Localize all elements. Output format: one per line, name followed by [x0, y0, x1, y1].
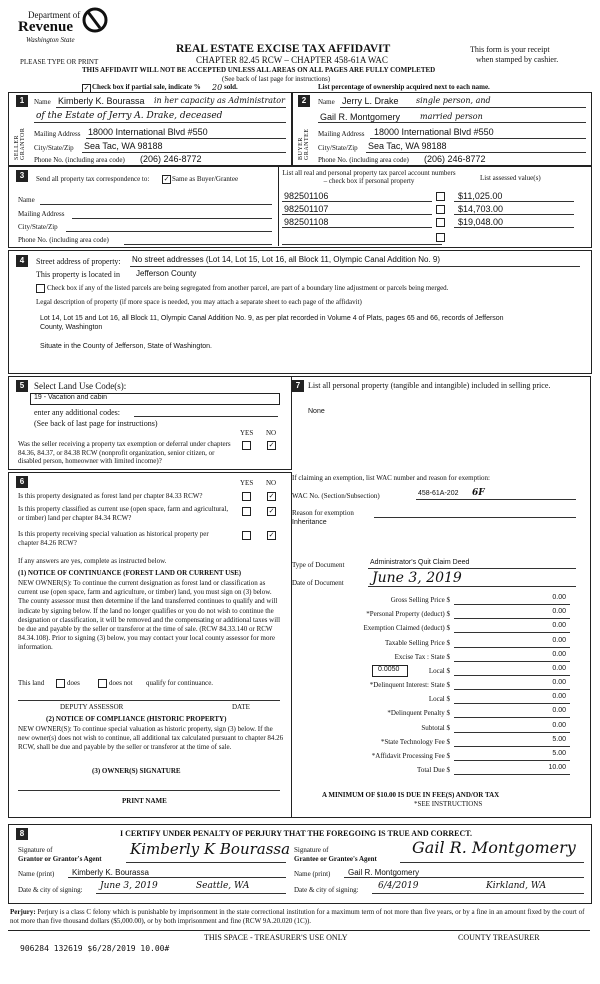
notice1-text: NEW OWNER(S): To continue the current designation as forest land or classification as current use (open space, farm and agriculture, or timber) land, you must sign on (3) below. The county assessor must then determine if the land transferred continues to qualify and will indicate by signing below. If the land no longer qualifies or you do not wish to continue the designation or classification, it will be removed and the compensating or additional taxes will be due and payable by the seller or transferor at the time of sale. (RCW 84.33.140 or RCW 84.34.108). Prior to signing (3) below, you may contact your local county assessor for more information.: [18, 579, 281, 652]
please-type: PLEASE TYPE OR PRINT: [20, 58, 99, 66]
seller-mailing: 18000 International Blvd #550: [88, 127, 208, 137]
grantor-city: Seattle, WA: [196, 881, 250, 891]
fee-label: *Personal Property (deduct) $: [366, 610, 450, 618]
street-label: Street address of property:: [36, 257, 121, 266]
buyer-name-2: Gail R. Montgomery: [320, 112, 401, 122]
doc-type-value: Administrator's Quit Claim Deed: [370, 559, 470, 566]
current-use-no-checkbox[interactable]: ✓: [268, 507, 275, 515]
fee-value: 0.00: [552, 608, 566, 615]
fee-label: *Affidavit Processing Fee $: [371, 752, 450, 760]
sold-label: sold.: [224, 83, 238, 91]
dor-logo: [18, 6, 108, 48]
form-subtitle: CHAPTER 82.45 RCW – CHAPTER 458-61A WAC: [196, 55, 388, 65]
fee-label: Exemption Claimed (deduct) $: [363, 624, 450, 632]
seller-city-label: City/State/Zip: [34, 144, 74, 152]
seller-city: Sea Tac, WA 98188: [84, 141, 163, 151]
buyer-name-label: Name: [318, 98, 335, 106]
s5-no-checkbox[interactable]: ✓: [268, 441, 275, 449]
perjury-notice: [10, 908, 590, 926]
treasurer-stamp: 906284 132619 $6/28/2019 10.00#: [20, 944, 170, 953]
located-label: This property is located in: [36, 270, 120, 279]
notice2-text: NEW OWNER(S): To continue special valuation as historic property, sign (3) below. If the new owner(s) does not wish to continue, all additional tax calculated pursuant to chapter 84.26 RCW, shall be due and payable by the seller or transferor at the time of sale.: [18, 725, 284, 751]
fee-value: 5.00: [552, 736, 566, 743]
partial-sale-label: Check box if partial sale, indicate %: [92, 83, 201, 91]
forest-no-checkbox[interactable]: ✓: [268, 492, 275, 500]
street-address: No street addresses (Lot 14, Lot 15, Lot 16, all Block 11, Olympic Canal Addition No. 9): [132, 255, 441, 264]
section-6-number: 6: [16, 476, 28, 488]
local-rate: 0.0050: [378, 666, 400, 673]
seller-name-label: Name: [34, 98, 51, 106]
s5-yes-checkbox[interactable]: [242, 441, 251, 450]
section-5-number: 5: [16, 380, 28, 392]
fee-label: *Delinquent Penalty $: [387, 709, 450, 717]
segregated-label: Check box if any of the listed parcels are being segregated from another parcel, are part of a boundary line adjustment or parcels being merged.: [47, 284, 449, 292]
doc-type-label: Type of Document: [292, 561, 345, 569]
parcel-assessed-value: $11,025.00: [458, 191, 503, 201]
segregated-checkbox[interactable]: [36, 284, 45, 293]
does-not-checkbox[interactable]: [98, 679, 107, 688]
fee-value: 0.00: [552, 722, 566, 729]
fee-label: Taxable Selling Price $: [384, 639, 450, 647]
parcel-assessed-value: $14,703.00: [458, 204, 504, 214]
current-use-yes-checkbox[interactable]: [242, 507, 251, 516]
grantee-sig-label-1: Signature of: [294, 846, 329, 854]
s5-yes: YES: [240, 429, 254, 437]
buyer-mailing: 18000 International Blvd #550: [374, 127, 494, 137]
if-yes-note: If any answers are yes, complete as instructed below.: [18, 557, 167, 565]
s5-no: NO: [266, 429, 277, 437]
deputy-date: DATE: [232, 703, 250, 711]
dept-line2: Revenue: [18, 19, 73, 35]
grantee-date: 6/4/2019: [378, 881, 419, 891]
parcels-header: List all real and personal property tax parcel account numbers – check box if personal property: [282, 169, 456, 185]
forest-question: Is this property designated as forest land per chapter 84.33 RCW?: [18, 492, 203, 500]
doc-date-label: Date of Document: [292, 579, 344, 587]
fee-label: *Delinquent Interest: State $: [369, 681, 450, 689]
grantee-city: Kirkland, WA: [486, 881, 547, 891]
grantee-signature: Gail R. Montgomery: [412, 838, 576, 857]
parcel-personal-checkbox[interactable]: [436, 205, 445, 214]
current-use-question: Is this property classified as current use (open space, farm and agricultural, or timber) land per chapter 84.34 RCW?: [18, 505, 229, 522]
reason-label: Reason for exemption: [292, 509, 354, 517]
grantor-date-label: Date & city of signing:: [18, 886, 83, 894]
dept-line1: Department of: [28, 10, 81, 20]
buyer-city-label: City/State/Zip: [318, 144, 358, 152]
perjury-text: Perjury is a class C felony which is punishable by imprisonment in the state correctional institution for a maximum term of not more than five years, or by a fine in an amount fixed by the court of not more than five thousand dollars ($5,000.00), or by both imprisonment and fine (RCW 9A.20.020 (1C)).: [10, 908, 585, 925]
seller-name-hand: in her capacity as Administrator: [154, 96, 285, 105]
certify-statement: I CERTIFY UNDER PENALTY OF PERJURY THAT THE FOREGOING IS TRUE AND CORRECT.: [120, 829, 473, 838]
buyer-name-hand: single person, and: [416, 96, 491, 105]
section-2-number: 2: [298, 95, 310, 107]
s6-yes: YES: [240, 479, 254, 487]
land-use-label: Select Land Use Code(s):: [34, 381, 127, 391]
section-7-number: 7: [292, 380, 304, 392]
buyer-name: Jerry L. Drake: [342, 96, 399, 106]
perjury-label: Perjury:: [10, 908, 36, 916]
grantor-sig-label-1: Signature of: [18, 846, 53, 854]
fee-label: Subtotal $: [421, 724, 450, 732]
fee-value: 0.00: [552, 665, 566, 672]
fee-value: 10.00: [548, 764, 566, 771]
s5-see-back: (See back of last page for instructions): [34, 419, 158, 428]
treasurer-space: THIS SPACE - TREASURER'S USE ONLY: [204, 933, 348, 942]
parcel-number: 982501108: [284, 217, 329, 227]
grantor-name: Kimberly K. Bourassa: [72, 868, 149, 877]
fee-value: 0.00: [552, 637, 566, 644]
buyer-name-2-hand: married person: [420, 112, 483, 121]
located-county: Jefferson County: [136, 269, 197, 278]
seller-name-hand2: of the Estate of Jerry A. Drake, deceased: [36, 111, 223, 121]
legal-label: Legal description of property (if more space is needed, you may attach a separate sheet to each page of the affidavit): [36, 298, 362, 306]
s6-no: NO: [266, 479, 277, 487]
partial-sale-checkbox[interactable]: ✓: [83, 84, 90, 92]
s3-city-label: City/State/Zip: [18, 223, 58, 231]
grantee-date-label: Date & city of signing:: [294, 886, 359, 894]
historic-no-checkbox[interactable]: ✓: [268, 531, 275, 539]
additional-codes-label: enter any additional codes:: [34, 408, 120, 417]
seller-phone: (206) 246-8772: [140, 154, 202, 164]
historic-question: Is this property receiving special valuation as historical property per chapter 84.26 RCW?: [18, 530, 209, 547]
this-land-label: This land: [18, 679, 45, 687]
owner-signature-label: (3) OWNER(S) SIGNATURE: [92, 767, 181, 775]
personal-property-label: List all personal property (tangible and intangible) included in selling price.: [308, 381, 551, 390]
legal-description-2: Situate in the County of Jefferson, State of Washington.: [40, 343, 212, 350]
dor-swirl-icon: [82, 6, 108, 34]
parcel-personal-checkbox[interactable]: [436, 192, 445, 201]
section-1-number: 1: [16, 95, 28, 107]
receipt-note-2: when stamped by cashier.: [476, 55, 559, 64]
grantor-signature: Kimberly K Bourassa: [130, 840, 291, 858]
s3-phone-label: Phone No. (including area code): [18, 236, 109, 244]
fee-label: Gross Selling Price $: [390, 596, 450, 604]
fee-value: 0.00: [552, 679, 566, 686]
fee-value: 0.00: [552, 622, 566, 629]
wac-value: 458-61A-202: [418, 490, 459, 497]
parcel-number: 982501106: [284, 191, 329, 201]
seller-phone-label: Phone No. (including area code): [34, 156, 125, 164]
seller-mailing-label: Mailing Address: [34, 130, 81, 138]
exemption-question: Was the seller receiving a property tax exemption or deferral under chapters 84.36, 84.37, or 84.38 RCW (nonprofit organization, senior citizen, or disabled person, homeowner with limited income)?: [18, 440, 231, 465]
warning-banner: THIS AFFIDAVIT WILL NOT BE ACCEPTED UNLESS ALL AREAS ON ALL PAGES ARE FULLY COMPLETED: [82, 66, 436, 74]
grantee-sig-label-2: Grantee or Grantee's Agent: [294, 855, 377, 863]
same-as-buyer-checkbox[interactable]: ✓: [163, 175, 170, 183]
form-title: REAL ESTATE EXCISE TAX AFFIDAVIT: [176, 43, 391, 55]
seller-side-label: SELLER GRANTOR: [14, 127, 26, 160]
assessed-header: List assessed value(s): [480, 174, 541, 182]
minimum-note: A MINIMUM OF $10.00 IS DUE IN FEE(S) AND/OR TAX: [322, 791, 500, 799]
parcel-4-checkbox[interactable]: [436, 233, 445, 242]
receipt-note-1: This form is your receipt: [470, 45, 550, 54]
section-4-number: 4: [16, 255, 28, 267]
dept-line3: Washington State: [26, 36, 75, 44]
section-4: [8, 250, 592, 374]
reason-value: Inheritance: [292, 519, 327, 526]
deputy-assessor: DEPUTY ASSESSOR: [60, 703, 124, 711]
grantee-name-label: Name (print): [294, 870, 331, 878]
historic-yes-checkbox[interactable]: [242, 531, 251, 540]
parcel-personal-checkbox[interactable]: [436, 218, 445, 227]
buyer-mailing-label: Mailing Address: [318, 130, 365, 138]
see-back-header: (See back of last page for instructions): [222, 75, 331, 83]
fee-value: 0.00: [552, 707, 566, 714]
send-correspondence-label: Send all property tax correspondence to:: [36, 175, 150, 183]
wac-claim-label: If claiming an exemption, list WAC number and reason for exemption:: [292, 474, 490, 482]
does-not-label: does not: [109, 679, 133, 687]
buyer-side-label: BUYER GRANTEE: [298, 128, 310, 160]
does-checkbox[interactable]: [56, 679, 65, 688]
partial-sale-pct: 20: [212, 83, 223, 92]
legal-description-1: Lot 14, Lot 15 and Lot 16, all Block 11, Olympic Canal Addition No. 9, as per plat recorded in Volume 4 of Plats, pages 65 and 66, records of Jefferson County, Washington: [40, 315, 504, 331]
fee-label: Total Due $: [417, 766, 450, 774]
fee-label: *State Technology Fee $: [380, 738, 450, 746]
county-treasurer: COUNTY TREASURER: [458, 933, 540, 942]
land-use-value: 19 - Vacation and cabin: [34, 394, 108, 401]
buyer-phone-label: Phone No. (including area code): [318, 156, 409, 164]
wac-hand: 6F: [472, 488, 485, 498]
buyer-phone: (206) 246-8772: [424, 154, 486, 164]
fee-value: 0.00: [552, 693, 566, 700]
fee-label: Excise Tax : State $: [394, 653, 450, 661]
print-name-label: PRINT NAME: [122, 797, 167, 805]
grantor-name-label: Name (print): [18, 870, 55, 878]
fee-value: 0.00: [552, 651, 566, 658]
grantee-name: Gail R. Montgomery: [348, 868, 420, 877]
grantor-date: June 3, 2019: [100, 881, 158, 891]
wac-label: WAC No. (Section/Subsection): [292, 492, 380, 500]
fee-label: Local $: [428, 695, 450, 703]
fee-value: 5.00: [552, 750, 566, 757]
doc-date-value: June 3, 2019: [372, 570, 462, 586]
see-instructions: *SEE INSTRUCTIONS: [414, 800, 483, 808]
qualify-label: qualify for continuance.: [146, 679, 214, 687]
fee-label: Local $: [428, 667, 450, 675]
forest-yes-checkbox[interactable]: [242, 492, 251, 501]
seller-name: Kimberly K. Bourassa: [58, 96, 145, 106]
notice2-title: (2) NOTICE OF COMPLIANCE (HISTORIC PROPERTY): [46, 715, 227, 723]
section-3-number: 3: [16, 170, 28, 182]
parcel-assessed-value: $19,048.00: [458, 217, 504, 227]
does-label: does: [67, 679, 80, 687]
buyer-city: Sea Tac, WA 98188: [368, 141, 447, 151]
s3-name-label: Name: [18, 196, 35, 204]
same-as-buyer-label: Same as Buyer/Grantee: [172, 175, 239, 183]
notice1-title: (1) NOTICE OF CONTINUANCE (FOREST LAND OR CURRENT USE): [18, 569, 242, 577]
grantor-sig-label-2: Grantor or Grantor's Agent: [18, 855, 102, 863]
s3-mailing-label: Mailing Address: [18, 210, 65, 218]
parcel-number: 982501107: [284, 204, 329, 214]
personal-property-value: None: [308, 408, 325, 415]
fee-value: 0.00: [552, 594, 566, 601]
ownership-note: List percentage of ownership acquired next to each name.: [318, 83, 490, 91]
section-8-number: 8: [16, 828, 28, 840]
